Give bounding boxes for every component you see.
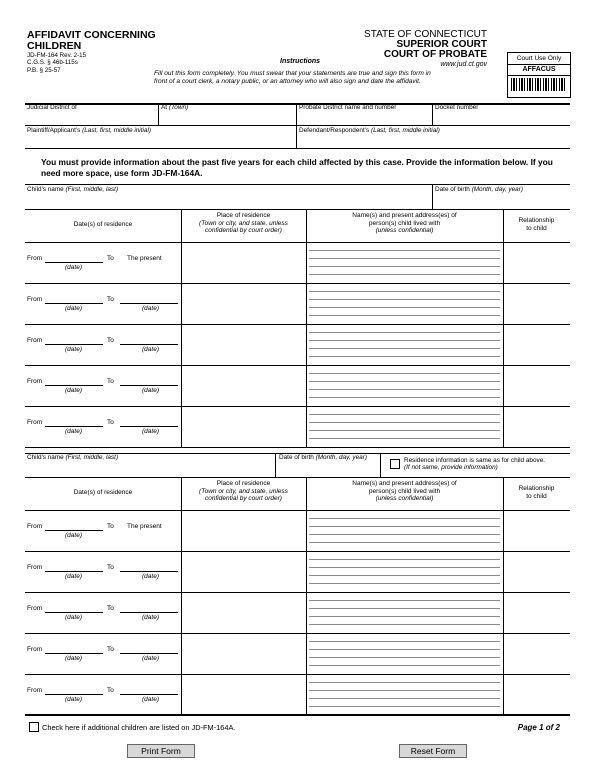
person-address-line[interactable] [309, 381, 500, 382]
child2-col-persons-line1: Name(s) and present address(es) of [352, 480, 457, 487]
relationship-field[interactable] [505, 512, 568, 549]
instructions-title: Instructions [280, 58, 321, 65]
form-citations: JD-FM-164 Rev. 2-15 C.G.S. § 46b-115s P.B. § 25-57 [27, 52, 87, 74]
child2-row-rule [25, 551, 570, 552]
child2-col-dates: Date(s) of residence [73, 489, 133, 496]
place-of-residence-field[interactable] [183, 367, 304, 404]
to-date-field[interactable] [120, 571, 178, 572]
to-present-label: The present [127, 523, 162, 530]
page-number: Page 1 of 2 [517, 723, 560, 732]
to-date-field[interactable] [120, 612, 178, 613]
defendant-name-field[interactable]: Defendant/Respondent's (Last, first, middle initial) [299, 127, 440, 134]
court-code: AFFACUS [508, 65, 570, 76]
person-address-line[interactable] [309, 665, 500, 666]
date-hint: (date) [142, 387, 159, 394]
child2-col-persons [306, 480, 503, 503]
child1-header-bottom-rule [25, 242, 570, 243]
child2-col-place [181, 480, 306, 503]
to-date-field[interactable] [120, 344, 178, 345]
child2-name-field[interactable]: Child's name (First, middle, last) [27, 454, 119, 461]
person-address-line[interactable] [309, 624, 500, 625]
child2-row-rule [25, 633, 570, 634]
child1-col-persons [306, 212, 503, 235]
court-use-label: Court Use Only [508, 53, 570, 65]
person-address-line[interactable] [309, 698, 500, 699]
to-label: To [107, 337, 114, 344]
date-hint: (date) [65, 614, 82, 621]
place-of-residence-field[interactable] [183, 408, 304, 445]
child1-col-persons-line2: person(s) child lived with [368, 219, 441, 227]
child1-col-place-line3: confidential by court order) [205, 227, 282, 234]
person-address-line[interactable] [309, 641, 500, 642]
person-address-line[interactable] [309, 397, 500, 398]
from-date-field[interactable] [45, 385, 103, 386]
child2-col-divider-2 [306, 477, 307, 715]
at-town-field[interactable]: At (Town) [161, 104, 189, 111]
docket-number-field[interactable]: Docket number [435, 104, 479, 111]
probate-district-field[interactable]: Probate District name and number [299, 104, 397, 111]
date-hint: (date) [65, 305, 82, 312]
additional-children-checkbox[interactable] [29, 722, 39, 732]
person-address-line[interactable] [309, 438, 500, 439]
print-form-button[interactable]: Print Form [127, 744, 195, 758]
place-of-residence-field[interactable] [183, 326, 304, 363]
person-address-line[interactable] [309, 600, 500, 601]
child2-header-bottom-rule [25, 510, 570, 511]
to-label: To [107, 419, 114, 426]
to-label: To [107, 523, 114, 530]
child1-col-persons-line1: Name(s) and present address(es) of [352, 212, 457, 219]
additional-children-label: Check here if additional children are listed on JD-FM-164A. [42, 723, 236, 732]
child1-name-field[interactable]: Child's name (First, middle, last) [27, 186, 119, 193]
from-label: From [27, 255, 43, 262]
child2-dob-field[interactable]: Date of birth (Month, day, year) [279, 454, 367, 461]
to-label: To [107, 564, 114, 571]
instructions-text: Fill out this form completely. You must swear that your statements are true and sign this form in front of a court clerk, a notary public, or an attorney who will also sign and date the affidavit. [154, 70, 431, 86]
child2-col-place-line3: confidential by court order) [205, 495, 282, 502]
child1-row-rule [25, 283, 570, 284]
person-address-line[interactable] [309, 559, 500, 560]
judicial-district-field[interactable]: Judicial District of [27, 104, 77, 111]
child1-col-divider-2 [306, 209, 307, 447]
child2-col-divider-3 [503, 477, 504, 715]
from-date-field[interactable] [45, 571, 103, 572]
relationship-field[interactable] [505, 285, 568, 322]
relationship-field[interactable] [505, 326, 568, 363]
to-label: To [107, 296, 114, 303]
person-address-line[interactable] [309, 250, 500, 251]
date-hint: (date) [142, 428, 159, 435]
child2-row-rule [25, 715, 570, 716]
date-hint: (date) [142, 573, 159, 580]
child1-row-rule [25, 324, 570, 325]
reset-form-button[interactable]: Reset Form [399, 744, 467, 758]
from-date-field[interactable] [45, 262, 103, 263]
to-label: To [107, 378, 114, 385]
person-address-line[interactable] [309, 422, 500, 423]
child2-header-top-rule [25, 477, 570, 478]
date-hint: (date) [65, 428, 82, 435]
child2-row-rule [25, 674, 570, 675]
person-address-line[interactable] [309, 307, 500, 308]
child1-col-relationship-line2: to child [526, 224, 547, 232]
person-address-line[interactable] [309, 356, 500, 357]
person-address-line[interactable] [309, 299, 500, 300]
from-date-field[interactable] [45, 653, 103, 654]
to-label: To [107, 605, 114, 612]
to-label: To [107, 255, 114, 262]
person-address-line[interactable] [309, 315, 500, 316]
child1-header-top-rule [25, 209, 570, 210]
person-address-line[interactable] [309, 414, 500, 415]
child2-col-relationship-line1: Relationship [518, 485, 555, 492]
from-date-field[interactable] [45, 303, 103, 304]
from-label: From [27, 687, 43, 694]
date-hint: (date) [142, 614, 159, 621]
from-label: From [27, 564, 43, 571]
person-address-line[interactable] [309, 542, 500, 543]
place-of-residence-field[interactable] [183, 676, 304, 713]
place-of-residence-field[interactable] [183, 594, 304, 631]
from-label: From [27, 419, 43, 426]
child1-col-place-line1: Place of residence [216, 212, 271, 219]
child1-col-relationship [503, 217, 570, 232]
person-address-line[interactable] [309, 706, 500, 707]
person-address-line[interactable] [309, 389, 500, 390]
to-present-label: The present [127, 255, 162, 262]
to-date-field[interactable] [120, 653, 178, 654]
child1-row-rule [25, 406, 570, 407]
from-label: From [27, 378, 43, 385]
date-hint: (date) [65, 346, 82, 353]
date-hint: (date) [142, 305, 159, 312]
person-address-line[interactable] [309, 649, 500, 650]
child2-row-rule [25, 592, 570, 593]
court-heading: STATE OF CONNECTICUT SUPERIOR COURT COURT OF PROBATE www.jud.ct.gov [364, 29, 487, 68]
person-address-line[interactable] [309, 340, 500, 341]
child2-col-divider-1 [181, 477, 182, 715]
child1-col-divider-3 [503, 209, 504, 447]
child1-dob-field[interactable]: Date of birth (Month, day, year) [435, 186, 523, 193]
child2-col-relationship [503, 485, 570, 500]
date-hint: (date) [65, 387, 82, 394]
notice-text: You must provide information about the past five years for each child affected by this case. Provide the information below. If you need more space, use form JD-FM-164A. [41, 157, 553, 178]
child1-row-rule [25, 447, 570, 448]
to-label: To [107, 687, 114, 694]
to-date-field[interactable] [120, 426, 178, 427]
same-residence-checkbox[interactable] [390, 459, 400, 469]
from-label: From [27, 296, 43, 303]
person-address-line[interactable] [309, 534, 500, 535]
relationship-field[interactable] [505, 367, 568, 404]
to-date-field[interactable] [120, 694, 178, 695]
from-label: From [27, 337, 43, 344]
child1-col-place [181, 212, 306, 235]
person-address-line[interactable] [309, 616, 500, 617]
person-address-line[interactable] [309, 258, 500, 259]
to-date-field[interactable] [120, 385, 178, 386]
date-hint: (date) [65, 655, 82, 662]
place-of-residence-field[interactable] [183, 244, 304, 281]
from-label: From [27, 523, 43, 530]
child1-row-rule [25, 365, 570, 366]
place-of-residence-field[interactable] [183, 635, 304, 672]
date-hint: (date) [65, 264, 82, 271]
relationship-field[interactable] [505, 676, 568, 713]
person-address-line[interactable] [309, 575, 500, 576]
child1-col-divider-1 [181, 209, 182, 447]
child2-col-persons-line3: (unless confidential) [375, 495, 434, 502]
form-title: AFFIDAVIT CONCERNING CHILDREN [27, 29, 156, 52]
person-address-line[interactable] [309, 608, 500, 609]
barcode [511, 78, 567, 91]
person-address-line[interactable] [309, 583, 500, 584]
person-address-line[interactable] [309, 291, 500, 292]
court-use-box [507, 52, 571, 98]
person-address-line[interactable] [309, 430, 500, 431]
person-address-line[interactable] [309, 526, 500, 527]
date-hint: (date) [65, 696, 82, 703]
date-hint: (date) [142, 346, 159, 353]
from-date-field[interactable] [45, 530, 103, 531]
from-date-field[interactable] [45, 426, 103, 427]
relationship-field[interactable] [505, 553, 568, 590]
relationship-field[interactable] [505, 635, 568, 672]
relationship-field[interactable] [505, 594, 568, 631]
to-date-field[interactable] [120, 303, 178, 304]
person-address-line[interactable] [309, 348, 500, 349]
child2-col-place-line1: Place of residence [216, 480, 271, 487]
from-date-field[interactable] [45, 344, 103, 345]
child1-col-relationship-line1: Relationship [518, 217, 555, 224]
place-of-residence-field[interactable] [183, 512, 304, 549]
child2-col-persons-line2: person(s) child lived with [368, 487, 441, 495]
date-hint: (date) [142, 655, 159, 662]
relationship-field[interactable] [505, 244, 568, 281]
from-label: From [27, 605, 43, 612]
from-date-field[interactable] [45, 694, 103, 695]
child2-col-place-line2: (Town or city, and state, unless [199, 487, 288, 495]
place-of-residence-field[interactable] [183, 285, 304, 322]
person-address-line[interactable] [309, 567, 500, 568]
person-address-line[interactable] [309, 274, 500, 275]
child2-col-relationship-line2: to child [526, 492, 547, 500]
person-address-line[interactable] [309, 657, 500, 658]
date-hint: (date) [142, 696, 159, 703]
from-label: From [27, 646, 43, 653]
from-date-field[interactable] [45, 612, 103, 613]
child1-col-dates: Date(s) of residence [73, 221, 133, 228]
person-address-line[interactable] [309, 266, 500, 267]
child1-col-persons-line3: (unless confidential) [375, 227, 434, 234]
person-address-line[interactable] [309, 518, 500, 519]
relationship-field[interactable] [505, 408, 568, 445]
person-address-line[interactable] [309, 690, 500, 691]
date-hint: (date) [65, 532, 82, 539]
place-of-residence-field[interactable] [183, 553, 304, 590]
person-address-line[interactable] [309, 332, 500, 333]
plaintiff-name-field[interactable]: Plaintiff/Applicant's (Last, first, middle initial) [27, 127, 152, 134]
child1-col-place-line2: (Town or city, and state, unless [199, 219, 288, 227]
to-label: To [107, 646, 114, 653]
date-hint: (date) [65, 573, 82, 580]
person-address-line[interactable] [309, 682, 500, 683]
person-address-line[interactable] [309, 373, 500, 374]
same-residence-label: Residence information is same as for child above. (If not same, provide information) [404, 457, 546, 471]
